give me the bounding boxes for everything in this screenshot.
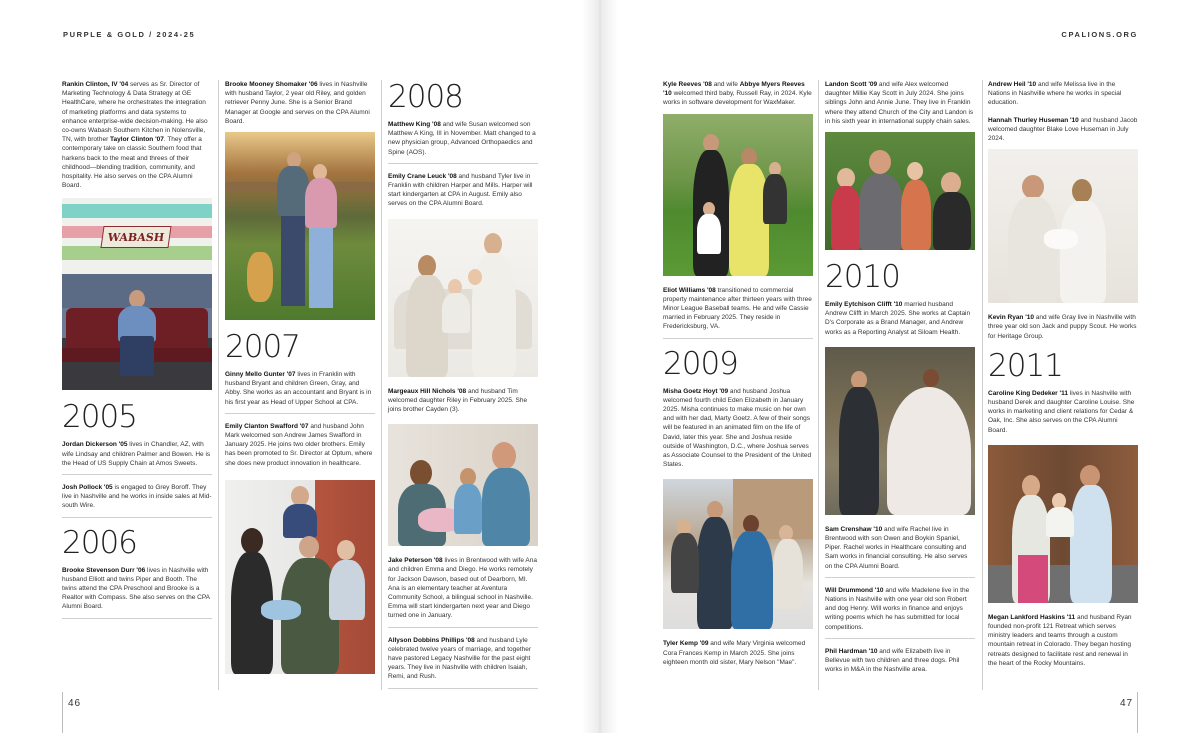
column-divider [982,80,983,690]
column-5 [825,80,975,688]
entry-brooke-durr: Brooke Stevenson Durr '06 lives in Nashville with husband Elliott and twins Piper and Booth. The twins attend the CPA Preschool and Brooke is a Realtor with Compass. She also serves on the CPA Alumni Board. [62,566,212,619]
column-4 [663,80,813,681]
page-number-right: 47 [1120,698,1134,709]
photo-swafford-family [225,480,375,674]
year-heading-2011: 2011 [988,347,1063,384]
entry-eliot-williams: Eliot Williams '08 transitioned to commercial property maintenance after thirteen years with three Minor League Baseball teams. He and wife Cassie married in February 2025. They reside in Fredericksburg, VA. [663,286,813,339]
entry-kyle-reeves: Kyle Reeves '08 and wife Abbye Myers Reeves '10 welcomed third baby, Russell Ray, in 2024. Kyle works in software development for WaxMaker. [663,81,812,107]
entry-andrew-heil: Andrew Heil '10 and wife Melissa live in the Nations in Nashville where he works in special education. [988,81,1122,107]
entry-emily-clifft: Emily Eytchison Clifft '10 married husband Andrew Clifft in March 2025. She works at Captain D's Corporate as a Brand Manager, and Andrew works as a Reporting Analyst at Siloam Health. [825,301,971,336]
entry-matthew-king: Matthew King '08 and wife Susan welcomed son Matthew A King, III in November. Matt changed to a new physician group, Advanced Orthopaedics and Spine (AOS). [388,120,538,164]
photo-huseman-family [988,149,1138,303]
entry-caroline-dedeker: Caroline King Dedeker '11 lives in Nashville with husband Derek and daughter Caroline Louise. She works in marketing and client relations for Cedar & Oak, Inc. She also serves on the CPA Alumni Board. [988,389,1135,434]
entry-kevin-ryan: Kevin Ryan '10 and wife Gray live in Nashville with three year old son Jack and puppy Scout. He works for Heritage Group. [988,314,1137,340]
entry-jake-peterson: Jake Peterson '08 lives in Brentwood with wife Ana and children Emma and Diego. He works remotely for Jackson Dawson, based out of Dearborn, MI. Ana is an elementary teacher at Aventura Community School, a bilingual school in Nashville. Emma will start kindergarten next year and Diego turned one in January. [388,556,538,627]
entry-ginny-gunter: Ginny Mello Gunter '07 lives in Franklin with husband Bryant and children Green, Gray, and Abby. She works as an accountant and Bryant is in his first year as Head of Upper School at CPA. [225,370,375,414]
entry-jordan-dickerson: Jordan Dickerson '05 lives in Chandler, AZ, with wife Lindsay and children Palmer and Bowen. He is the Head of US Supply Chain at Amos Sweets. [62,440,212,475]
page-edge-mark [62,692,63,733]
page-gutter [582,0,618,733]
photo-hoyt-family [663,479,813,629]
page-number-left: 46 [68,698,82,709]
entry-rankin-clinton: Rankin Clinton, IV '04 serves as Sr. Director of Marketing Technology & Data Strategy at GE HealthCare, where he orchestrates the integration of marketing platforms and data systems to enhance enterprise-wide decision-making. He also co-owns Wabash Southern Kitchen in Nolensville, TN, with brother Taylor Clinton '07. They offer a contemporary take on classic Southern food that harkens back to the meat and threes of their childhood—blending tradition, community, and hospitality. He also serves on the CPA Alumni Board. [62,81,208,190]
column-3 [388,80,538,697]
entry-allyson-phillips: Allyson Dobbins Phillips '08 and husband Lyle celebrated twelve years of marriage, and together have pastored Legacy Nashville for the past eight years. They live in Nashville with children Isaiah, Remi, and Rush. [388,636,538,689]
column-divider [381,80,382,690]
year-heading-2010: 2010 [825,259,900,296]
column-6 [988,80,1138,682]
column-divider [218,80,219,690]
entry-megan-haskins: Megan Lankford Haskins '11 and husband Ryan founded non-profit 121 Retreat which serves ministry leaders and teams through a custom mountain retreat in Colorado. They began hosting retreats designed to facilitate rest and renewal in the heart of the Rocky Mountains. [988,613,1132,667]
entry-phil-hardman: Phil Hardman '10 and wife Elizabeth live in Bellevue with two children and three dogs. Phil works in M&A in the Nashville area. [825,647,960,674]
year-heading-2009: 2009 [663,345,738,382]
entry-misha-hoyt: Misha Goetz Hoyt '09 and husband Joshua welcomed fourth child Eden Elizabeth in January 2025. Misha continues to make music on her own and with her dad, Marty Goetz. A few of their songs will be featured in an animated film on the life of David, later this year. She and Joshua reside outside of Washington, D.C., where Joshua serves as Associate Counsel to the President of the United States. [663,387,812,469]
column-divider [818,80,819,690]
entry-sam-crenshaw: Sam Crenshaw '10 and wife Rachel live in Brentwood with son Owen and Boykin Spaniel, Piper. Rachel works in Healthcare consulting and Sam works in financial consulting. He also serves on the CPA Alumni Board. [825,525,975,578]
entry-hannah-huseman: Hannah Thurley Huseman '10 and husband Jacob welcomed daughter Blake Love Huseman in July 2024. [988,116,1138,143]
year-heading-2006: 2006 [62,524,137,561]
photo-clifft-wedding [825,347,975,515]
entry-josh-pollock: Josh Pollock '05 is engaged to Grey Boroff. They live in Nashville and he works in inside sales at Mid-south Wire. [62,483,212,518]
photo-shomaker-family [225,132,375,320]
photo-rankin-clinton [62,198,212,390]
entry-tyler-kemp: Tyler Kemp '09 and wife Mary Virginia welcomed Cora Frances Kemp in March 2025. She joins eighteen month old sister, Mary Nelson "Mae". [663,640,806,666]
column-2 [225,80,375,684]
magazine-title: PURPLE & GOLD / 2024-25 [63,30,196,39]
entry-will-drummond: Will Drummond '10 and wife Madelene live in the Nations in Nashville with one year old son Robert and dog Henry. Will works in finance and enjoys writing poems which he has submitted for local competitions. [825,586,975,639]
photo-scott-family [825,132,975,250]
entry-landon-scott: Landon Scott '09 and wife Alex welcomed daughter Millie Kay Scott in July 2024. She joins siblings John and Annie June. They live in Franklin where they attend Church of the City and Landon is in his sixth year in international supply chain sales. [825,81,974,125]
entry-emily-leuck: Emily Crane Leuck '08 and husband Tyler live in Franklin with children Harper and Mills. Harper will start kindergarten at CPA in August. Emily also serves on the CPA Alumni Board. [388,172,533,208]
page-edge-mark [1137,692,1138,733]
year-heading-2008: 2008 [388,79,463,115]
entry-emily-swafford: Emily Clanton Swafford '07 and husband John Mark welcomed son Andrew James Swafford in January 2025. He joins two older brothers. Emily has been promoted to Sr. Director at Optum, where she does new product innovation in healthcare. [225,422,373,467]
column-1 [62,80,212,627]
year-heading-2007: 2007 [225,329,300,366]
photo-reeves-family [663,114,813,276]
photo-nichols-family [388,424,538,546]
entry-brooke-shomaker: Brooke Mooney Shomaker '06 lives in Nashville with husband Taylor, 2 year old Riley, and golden retriever Penny June. She is a Senior Brand Manager at Google and serves on the CPA Alumni Board. [225,81,370,125]
website-label: CPALIONS.ORG [1061,30,1138,39]
entry-margeaux-nichols: Margeaux Hill Nichols '08 and husband Tim welcomed daughter Riley in February 2025. She joins brother Cayden (3). [388,387,528,414]
photo-leuck-family [388,219,538,377]
year-heading-2005: 2005 [62,399,137,436]
photo-dedeker-family [988,445,1138,603]
wabash-sign: WABASH [100,226,171,248]
